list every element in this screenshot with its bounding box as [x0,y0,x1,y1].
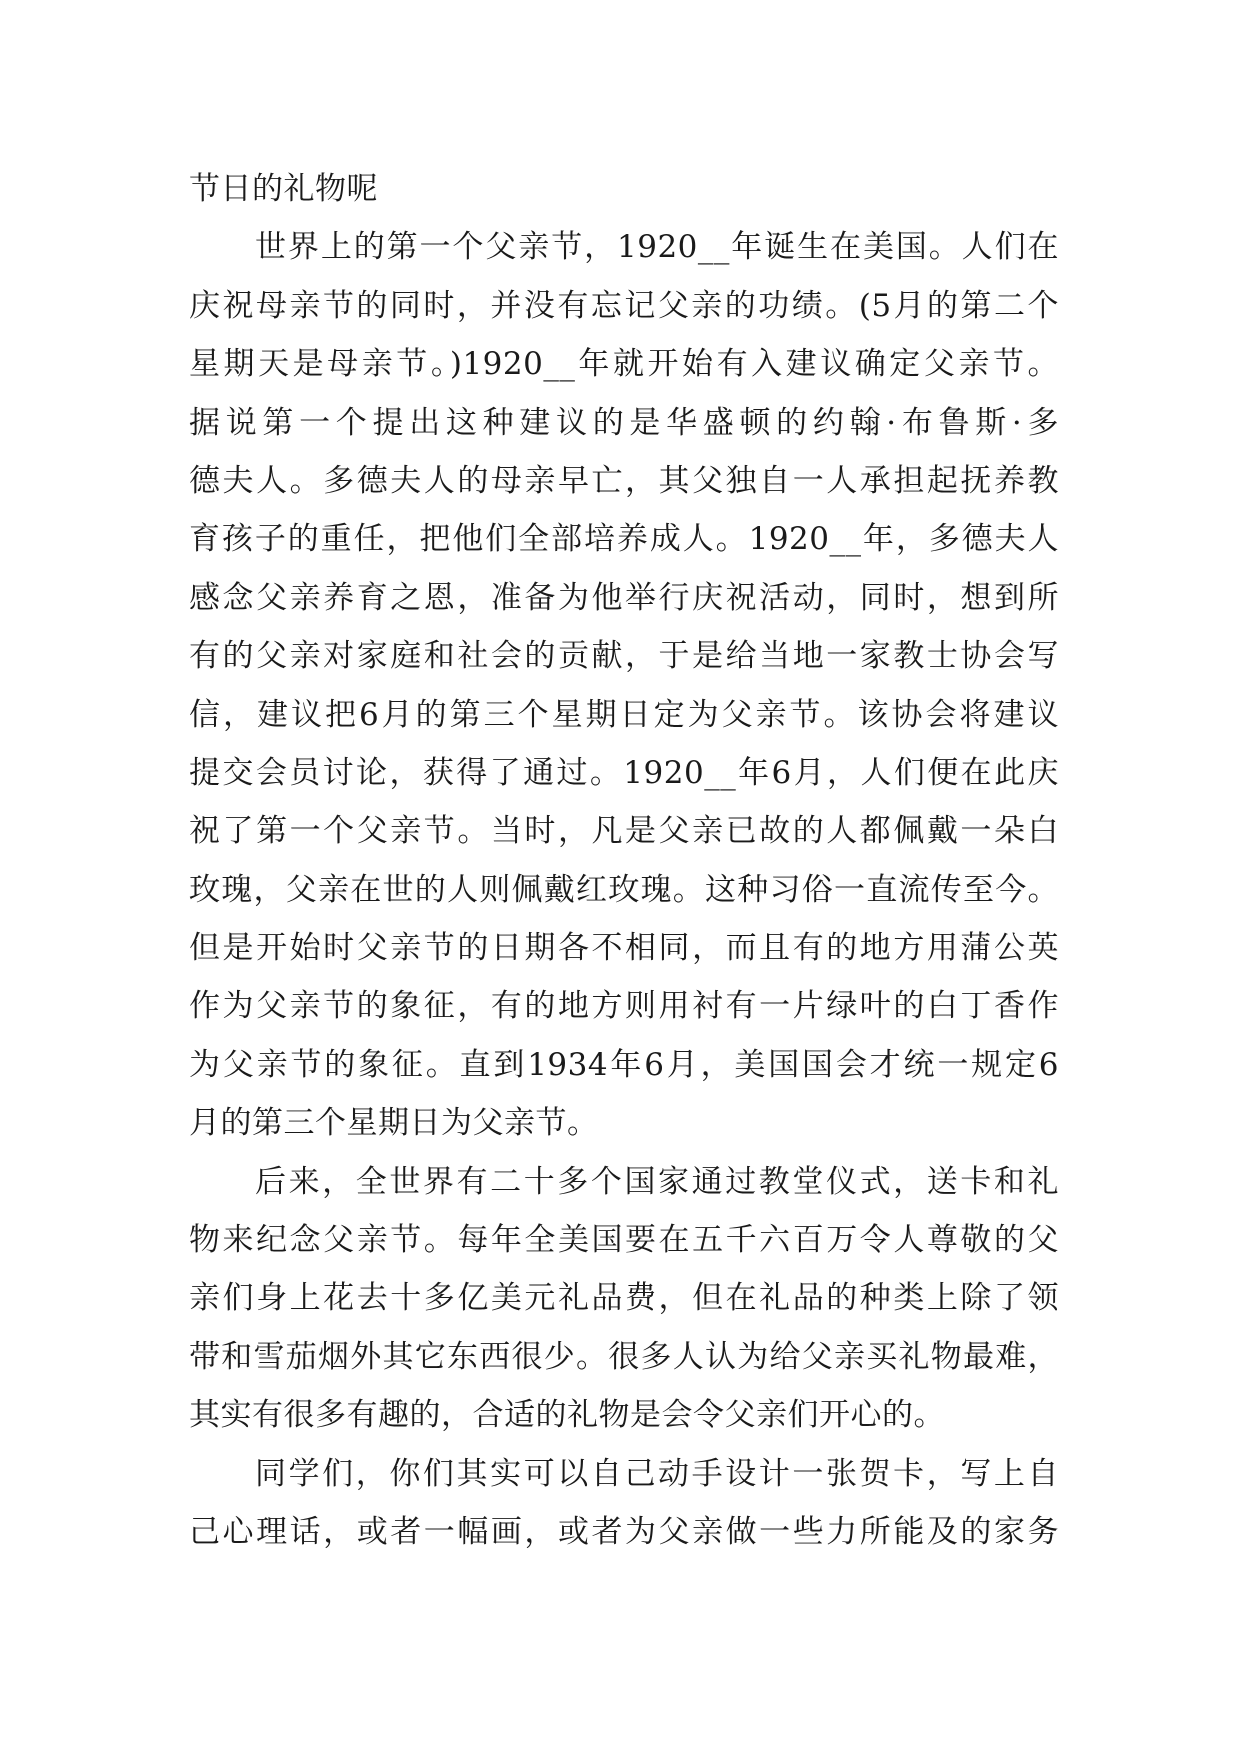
text-line: 为父亲节的象征。直到1934年6月，美国国会才统一规定6 [189,1046,1059,1083]
text-line: 玫瑰，父亲在世的人则佩戴红玫瑰。这种习俗一直流传至今。 [189,871,1059,908]
text-line: 但是开始时父亲节的日期各不相同，而且有的地方用蒲公英 [189,930,1059,967]
text-line: 信，建议把6月的第三个星期日定为父亲节。该协会将建议 [189,696,1059,733]
text-line: 庆祝母亲节的同时，并没有忘记父亲的功绩。(5月的第二个 [189,287,1059,324]
text-line: 祝了第一个父亲节。当时，凡是父亲已故的人都佩戴一朵白 [189,813,1059,850]
text-line: 其实有很多有趣的，合适的礼物是会令父亲们开心的。 [189,1397,945,1434]
text-line: 带和雪茄烟外其它东西很少。很多人认为给父亲买礼物最难， [189,1338,1059,1375]
text-line: 育孩子的重任，把他们全部培养成人。1920__年，多德夫人 [189,521,1059,558]
text-line: 据说第一个提出这种建议的是华盛顿的约翰·布鲁斯·多 [189,404,1059,441]
text-line: 世界上的第一个父亲节，1920__年诞生在美国。人们在 [255,229,1059,266]
text-line: 同学们，你们其实可以自己动手设计一张贺卡，写上自 [255,1455,1059,1492]
text-line: 己心理话，或者一幅画，或者为父亲做一些力所能及的家务 [189,1513,1059,1550]
text-line: 有的父亲对家庭和社会的贡献，于是给当地一家教士协会写 [189,638,1059,675]
text-line: 月的第三个星期日为父亲节。 [189,1105,599,1142]
text-line: 提交会员讨论，获得了通过。1920__年6月，人们便在此庆 [189,754,1059,791]
text-line: 物来纪念父亲节。每年全美国要在五千六百万令人尊敬的父 [189,1222,1059,1259]
text-line: 亲们身上花去十多亿美元礼品费，但在礼品的种类上除了领 [189,1280,1059,1317]
text-line: 星期天是母亲节。)1920__年就开始有入建议确定父亲节。 [189,346,1059,383]
text-line: 后来，全世界有二十多个国家通过教堂仪式，送卡和礼 [255,1163,1059,1200]
text-line: 德夫人。多德夫人的母亲早亡，其父独自一人承担起抚养教 [189,462,1059,499]
text-line: 感念父亲养育之恩，准备为他举行庆祝活动，同时，想到所 [189,579,1059,616]
text-line: 节日的礼物呢 [189,171,378,207]
body-text [189,160,1059,1561]
text-line: 作为父亲节的象征，有的地方则用衬有一片绿叶的白丁香作 [189,988,1059,1025]
